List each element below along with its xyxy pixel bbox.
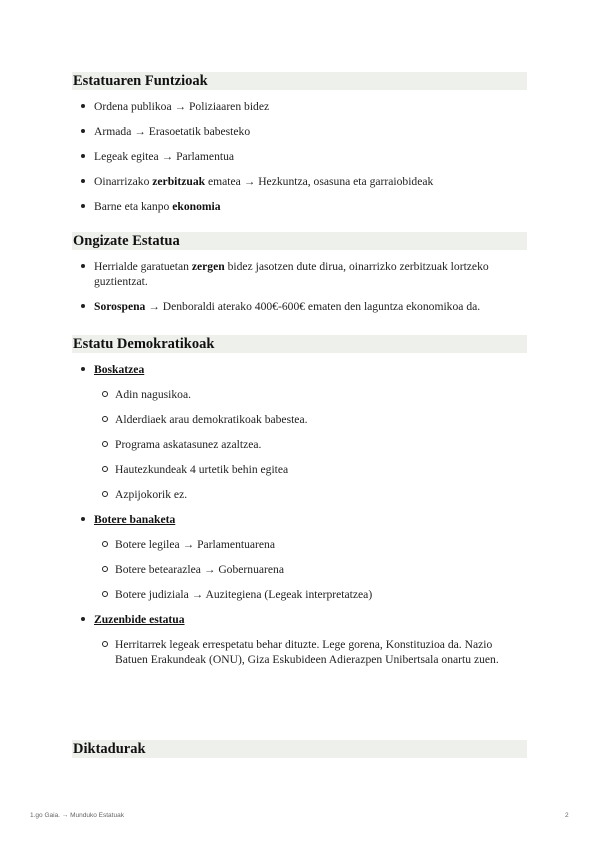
- sub-list: [72, 387, 527, 502]
- bullet-list: [72, 259, 527, 314]
- item-text: Herrialde garatuetan: [94, 260, 192, 273]
- list-item: [72, 174, 527, 189]
- section-heading: Diktadurak: [72, 740, 527, 758]
- item-bold: zerbitzuak: [152, 175, 206, 188]
- bullet-list: [72, 99, 527, 214]
- sub-list: [72, 637, 527, 667]
- sub-item: Herritarrek legeak errespetatu behar dituzte. Lege gorena, Konstituzioa da. Nazio Batuen Erakundeak (ONU), Giza Eskubideen Adierazpen Unibertsala onartu zuen.: [72, 637, 527, 667]
- item-bold: zergen: [191, 260, 225, 273]
- list-item: [72, 99, 527, 114]
- group-heading: Boskatzea: [94, 363, 145, 376]
- sub-item: Botere betearazlea → Gobernuarena: [72, 562, 527, 577]
- list-group: [72, 362, 527, 502]
- section-ongizate-estatua: [72, 232, 527, 314]
- sub-item: Programa askatasunez azaltzea.: [72, 437, 527, 452]
- sub-item: Botere judiziala → Auzitegiena (Legeak interpretatzea): [72, 587, 527, 602]
- item-text: Legeak egitea → Parlamentua: [94, 150, 235, 163]
- section-heading: Estatuaren Funtzioak: [72, 72, 527, 90]
- list-group: [72, 512, 527, 602]
- page-number: 2: [565, 812, 569, 819]
- section-heading: Ongizate Estatua: [72, 232, 527, 250]
- bullet-list: [72, 362, 527, 667]
- sub-item: Alderdiaek arau demokratikoak babestea.: [72, 412, 527, 427]
- group-heading: Botere banaketa: [94, 513, 176, 526]
- group-heading: Zuzenbide estatua: [94, 613, 185, 626]
- item-text: Oinarrizako: [94, 175, 153, 188]
- item-bold: Sorospena: [94, 300, 146, 313]
- list-item: [72, 299, 527, 314]
- section-estatu-demokratikoak: [72, 335, 527, 667]
- list-item: [72, 149, 527, 164]
- sub-item: Azpijokorik ez.: [72, 487, 527, 502]
- item-text: Ordena publikoa → Poliziaaren bidez: [94, 100, 270, 113]
- item-bold: ekonomia: [172, 200, 221, 213]
- item-text: Barne eta kanpo: [94, 200, 173, 213]
- item-text: → Denboraldi aterako 400€-600€ ematen den laguntza ekonomikoa da.: [145, 300, 481, 313]
- sub-item: Hautezkundeak 4 urtetik behin egitea: [72, 462, 527, 477]
- list-item: [72, 199, 527, 214]
- sub-item: Adin nagusikoa.: [72, 387, 527, 402]
- section-diktadurak: [72, 740, 527, 758]
- section-estatuaren-funtzioak: [72, 72, 527, 214]
- footer-label: 1.go Gaia. → Munduko Estatuak: [30, 812, 124, 819]
- list-item: [72, 124, 527, 139]
- item-text: ematea → Hezkuntza, osasuna eta garraiobideak: [205, 175, 434, 188]
- list-group: [72, 612, 527, 667]
- item-text: bidez jasotzen dute dirua, oinarrizko zerbitzuak lortzeko guztientzat.: [94, 260, 489, 288]
- sub-item: Botere legilea → Parlamentuarena: [72, 537, 527, 552]
- list-item: [72, 259, 527, 289]
- item-text: Armada → Erasoetatik babesteko: [94, 125, 251, 138]
- sub-list: [72, 537, 527, 602]
- section-heading: Estatu Demokratikoak: [72, 335, 527, 353]
